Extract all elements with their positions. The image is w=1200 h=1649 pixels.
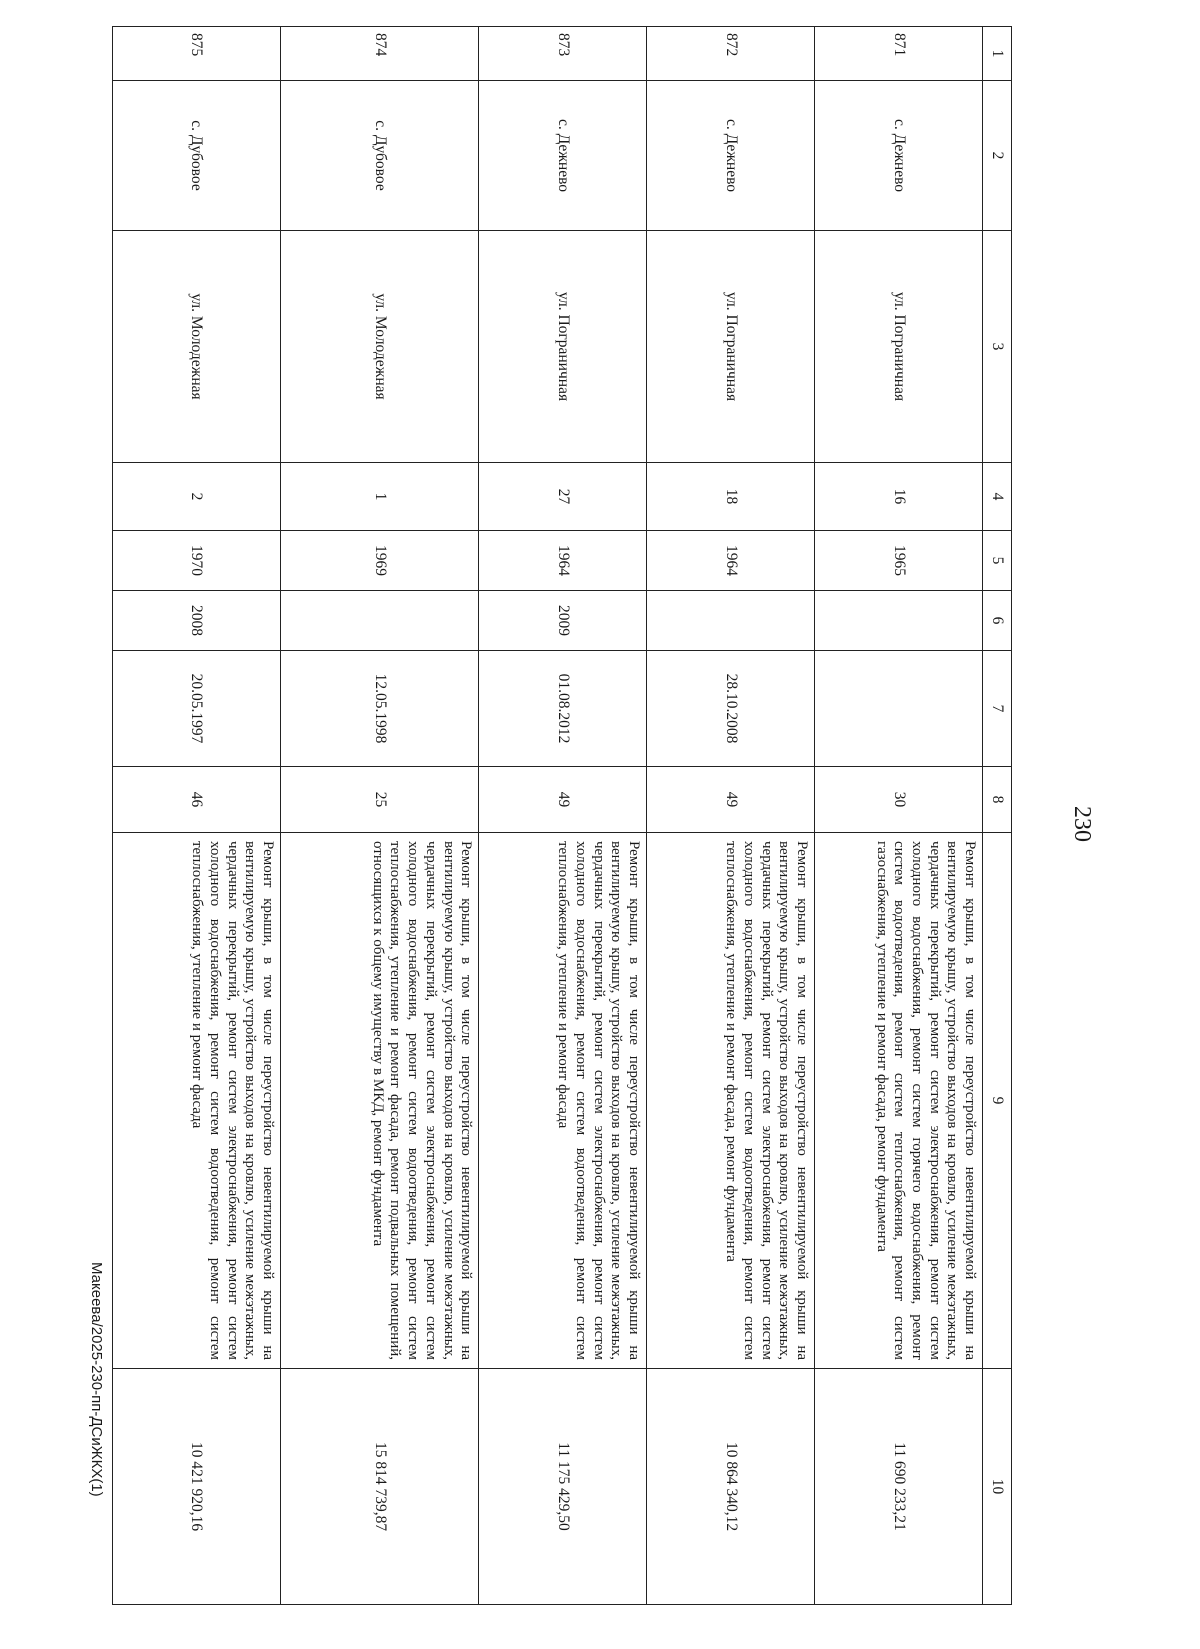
cell-works: Ремонт крыши, в том числе переустройство невентилируемой крыши на вентилируемую крышу, устройство выходов на кровлю, усиление межэтажных, чердачных перекрытий, ремонт систем электроснабжения, ремонт систем холодного водоснабжения, ремонт систем водоотведения, ремонт систем теплоснабжения, утепление и ремонт фасада xyxy=(113,833,281,1369)
header-col-3: 3 xyxy=(983,231,1012,463)
header-col-8: 8 xyxy=(983,767,1012,833)
cell-works: Ремонт крыши, в том числе переустройство невентилируемой крыши на вентилируемую крышу, устройство выходов на кровлю, усиление межэтажных, чердачных перекрытий, ремонт систем электроснабжения, ремонт систем холодного водоснабжения, ремонт систем горячего водоснабжения, ремонт систем водоотведения, ремонт систем теплоснабжения, ремонт систем газоснабжения, утепление и ремонт фасада, ремонт фундамента xyxy=(815,833,983,1369)
cell-works: Ремонт крыши, в том числе переустройство невентилируемой крыши на вентилируемую крышу, устройство выходов на кровлю, усиление межэтажных, чердачных перекрытий, ремонт систем электроснабжения, ремонт систем холодного водоснабжения, ремонт систем водоотведения, ремонт систем теплоснабжения, утепление и ремонт фасада, ремонт подвальных помещений, относящихся к общему имуществу в МКД, ремонт фундамента xyxy=(280,833,478,1369)
table-row xyxy=(815,27,983,1605)
cell-year-built: 1970 xyxy=(113,531,281,591)
cell-count: 25 xyxy=(280,767,478,833)
table-row xyxy=(280,27,478,1605)
table-row xyxy=(647,27,815,1605)
table-container xyxy=(112,26,1012,1604)
cell-year-repair: 2008 xyxy=(113,591,281,651)
table xyxy=(112,26,1012,1605)
cell-year-built: 1965 xyxy=(815,531,983,591)
cell-locality: с. Дубовое xyxy=(113,81,281,231)
cell-street: ул. Пограничная xyxy=(479,231,647,463)
table-header-row xyxy=(983,27,1012,1605)
cell-year-repair xyxy=(280,591,478,651)
header-col-7: 7 xyxy=(983,651,1012,767)
header-col-1: 1 xyxy=(983,27,1012,81)
cell-count: 30 xyxy=(815,767,983,833)
cell-house: 27 xyxy=(479,463,647,531)
header-col-6: 6 xyxy=(983,591,1012,651)
cell-street: ул. Молодежная xyxy=(280,231,478,463)
cell-cost: 15 814 739,87 xyxy=(280,1369,478,1605)
cell-house: 16 xyxy=(815,463,983,531)
cell-cost: 10 864 340,12 xyxy=(647,1369,815,1605)
cell-date: 12.05.1998 xyxy=(280,651,478,767)
table-row xyxy=(113,27,281,1605)
header-col-2: 2 xyxy=(983,81,1012,231)
cell-cost: 11 690 233,21 xyxy=(815,1369,983,1605)
cell-count: 46 xyxy=(113,767,281,833)
cell-works: Ремонт крыши, в том числе переустройство невентилируемой крыши на вентилируемую крышу, устройство выходов на кровлю, усиление межэтажных, чердачных перекрытий, ремонт систем электроснабжения, ремонт систем холодного водоснабжения, ремонт систем водоотведения, ремонт систем теплоснабжения, утепление и ремонт фасада, ремонт фундамента xyxy=(647,833,815,1369)
cell-cost: 10 421 920,16 xyxy=(113,1369,281,1605)
document-reference: Макеева/2025-230-пп-ДСиЖКХ(1) xyxy=(88,1262,105,1497)
cell-street: ул. Пограничная xyxy=(647,231,815,463)
cell-number: 873 xyxy=(479,27,647,81)
cell-date xyxy=(815,651,983,767)
cell-year-repair xyxy=(647,591,815,651)
cell-street: ул. Пограничная xyxy=(815,231,983,463)
cell-number: 871 xyxy=(815,27,983,81)
cell-locality: с. Дежнево xyxy=(647,81,815,231)
cell-number: 874 xyxy=(280,27,478,81)
cell-locality: с. Дубовое xyxy=(280,81,478,231)
cell-locality: с. Дежнево xyxy=(479,81,647,231)
cell-number: 872 xyxy=(647,27,815,81)
cell-street: ул. Молодежная xyxy=(113,231,281,463)
cell-house: 18 xyxy=(647,463,815,531)
header-col-10: 10 xyxy=(983,1369,1012,1605)
cell-year-repair xyxy=(815,591,983,651)
cell-house: 1 xyxy=(280,463,478,531)
cell-year-built: 1964 xyxy=(479,531,647,591)
header-col-9: 9 xyxy=(983,833,1012,1369)
header-col-4: 4 xyxy=(983,463,1012,531)
cell-locality: с. Дежнево xyxy=(815,81,983,231)
cell-year-built: 1964 xyxy=(647,531,815,591)
cell-works: Ремонт крыши, в том числе переустройство невентилируемой крыши на вентилируемую крышу, устройство выходов на кровлю, усиление межэтажных, чердачных перекрытий, ремонт систем электроснабжения, ремонт систем холодного водоснабжения, ремонт систем водоотведения, ремонт систем теплоснабжения, утепление и ремонт фасада xyxy=(479,833,647,1369)
cell-number: 875 xyxy=(113,27,281,81)
cell-count: 49 xyxy=(647,767,815,833)
cell-house: 2 xyxy=(113,463,281,531)
cell-year-repair: 2009 xyxy=(479,591,647,651)
cell-date: 28.10.2008 xyxy=(647,651,815,767)
cell-count: 49 xyxy=(479,767,647,833)
cell-date: 01.08.2012 xyxy=(479,651,647,767)
cell-date: 20.05.1997 xyxy=(113,651,281,767)
table-row xyxy=(479,27,647,1605)
cell-cost: 11 175 429,50 xyxy=(479,1369,647,1605)
cell-year-built: 1969 xyxy=(280,531,478,591)
page-number: 230 xyxy=(1069,806,1095,842)
header-col-5: 5 xyxy=(983,531,1012,591)
